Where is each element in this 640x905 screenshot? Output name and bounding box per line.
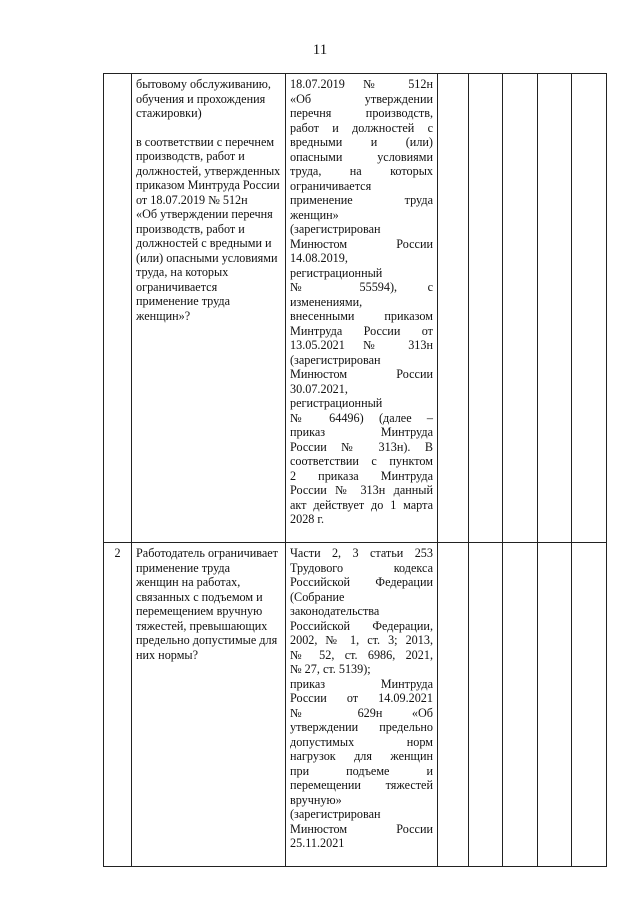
answer-not-relevant-cell[interactable] [538, 543, 572, 867]
legal-basis-line: Трудового кодекса [290, 560, 433, 575]
question-line: стажировки) [136, 106, 202, 120]
answer-yes-cell[interactable] [438, 74, 469, 543]
legal-basis-line: приказ Минтруда [290, 425, 433, 439]
question-line: тяжестей, превышающих [136, 618, 268, 633]
legal-basis-line: приказ Минтруда [290, 676, 433, 691]
legal-basis-line: утверждении предельно [290, 720, 433, 734]
legal-basis-line: перемещении тяжестей [290, 778, 433, 792]
question-line: перемещением вручную [136, 604, 263, 618]
legal-basis-line: при подъеме и [290, 763, 433, 778]
question-line: приказом Минтруда России [136, 178, 280, 192]
answer-not-relevant-cell[interactable] [538, 74, 572, 543]
legal-basis-line: 14.08.2019, [290, 251, 348, 265]
legal-basis-line: (зарегистрирован [290, 222, 381, 236]
legal-basis-line: соответствии с пунктом [290, 454, 433, 468]
legal-basis-cell [286, 74, 438, 543]
question-line: предельно допустимые для [136, 633, 278, 647]
legal-basis-line: акт действует до 1 марта [290, 497, 433, 512]
question-line: связанных с подъемом и [136, 589, 263, 604]
legal-basis-line: работ и должностей с [290, 120, 433, 135]
legal-basis-line: № 55594), с [290, 280, 433, 294]
legal-basis-line: № 27, ст. 5139); [290, 662, 371, 676]
legal-basis-line: вредными и (или) [290, 135, 433, 149]
legal-basis-cell [286, 543, 438, 867]
question-line: труда, на которых [136, 265, 229, 279]
question-line: обучения и прохождения [136, 91, 266, 106]
row-number [104, 74, 132, 543]
legal-basis-line: № 629н «Об [290, 705, 433, 720]
legal-basis-line: Российской Федерации, [290, 618, 433, 633]
legal-basis-line: № 64496) (далее – [290, 410, 433, 425]
legal-basis-line: (зарегистрирован [290, 807, 381, 821]
legal-basis-line: 30.07.2021, [290, 381, 348, 396]
legal-basis-line: 2 приказа Минтруда [290, 468, 433, 483]
legal-basis-line: «Об утверждении [290, 91, 433, 106]
question-line: производств, работ и [136, 149, 245, 163]
legal-basis-line: России от 14.09.2021 [290, 691, 433, 705]
question-line: «Об утверждении перечня [136, 207, 273, 221]
legal-basis-line: № 52, ст. 6986, 2021, [290, 647, 433, 662]
question-line: должностей с вредными и [136, 236, 272, 250]
table-row [104, 74, 607, 543]
table-row [104, 543, 607, 867]
legal-basis-line: ограничивается [290, 178, 372, 193]
question-line: применение труда [136, 294, 231, 308]
legal-basis-line: применение труда [290, 193, 433, 207]
legal-basis-line: 13.05.2021 № 313н [290, 338, 433, 352]
question-line: (или) опасными условиями [136, 250, 278, 265]
legal-basis-line: 2028 г. [290, 512, 325, 526]
legal-basis-line: изменениями, [290, 294, 363, 309]
legal-basis-line: Минюстом России [290, 236, 433, 251]
legal-basis-line: 25.11.2021 [290, 836, 345, 850]
question-line: Работодатель ограничивает [136, 546, 278, 560]
legal-basis-line: нагрузок для женщин [290, 749, 433, 763]
note-cell[interactable] [572, 543, 607, 867]
question-line: женщин на работах, [136, 575, 241, 589]
question-line: в соответствии с перечнем [136, 134, 275, 149]
question-line: бытовому обслуживанию, [136, 77, 271, 91]
legal-basis-line: законодательства [290, 604, 380, 618]
legal-basis-line: России № 313н). В [290, 439, 433, 454]
answer-not-applicable-cell[interactable] [503, 543, 538, 867]
legal-basis-line: Минтруда России от [290, 323, 433, 338]
question-cell [132, 74, 286, 543]
question-line: женщин»? [136, 308, 191, 323]
legal-basis-line: России № 313н данный [290, 483, 433, 497]
answer-no-cell[interactable] [469, 74, 503, 543]
legal-basis-line: (Собрание [290, 589, 345, 604]
question-line: должностей, утвержденных [136, 163, 281, 178]
question-cell [132, 543, 286, 867]
legal-basis-line: регистрационный [290, 265, 383, 280]
question-line [136, 121, 281, 135]
page-number: 11 [312, 42, 328, 58]
legal-basis-line: труда, на которых [290, 164, 433, 178]
question-line: ограничивается [136, 279, 218, 294]
note-cell[interactable] [572, 74, 607, 543]
question-line: производств, работ и [136, 221, 245, 236]
legal-basis-line: Части 2, 3 статьи 253 [290, 546, 433, 560]
legal-basis-line: внесенными приказом [290, 309, 433, 323]
legal-basis-line: вручную» [290, 792, 342, 807]
legal-basis-line: Российской Федерации [290, 575, 433, 589]
legal-basis-line: регистрационный [290, 396, 383, 410]
legal-basis-line: (зарегистрирован [290, 352, 381, 367]
legal-basis-line: 2002, № 1, ст. 3; 2013, [290, 633, 433, 647]
answer-no-cell[interactable] [469, 543, 503, 867]
row-number: 2 [104, 543, 132, 867]
question-line: от 18.07.2019 № 512н [136, 192, 248, 207]
answer-yes-cell[interactable] [438, 543, 469, 867]
legal-basis-line: опасными условиями [290, 149, 433, 164]
legal-basis-line: Минюстом России [290, 367, 433, 381]
legal-basis-line: Минюстом России [290, 821, 433, 836]
question-line: применение труда [136, 560, 231, 575]
question-line: них нормы? [136, 647, 199, 662]
legal-basis-line: 18.07.2019 № 512н [290, 77, 433, 91]
legal-basis-line: женщин» [290, 207, 339, 222]
checklist-table [103, 73, 607, 867]
legal-basis-line: перечня производств, [290, 106, 433, 120]
legal-basis-line: допустимых норм [290, 734, 433, 749]
answer-not-applicable-cell[interactable] [503, 74, 538, 543]
